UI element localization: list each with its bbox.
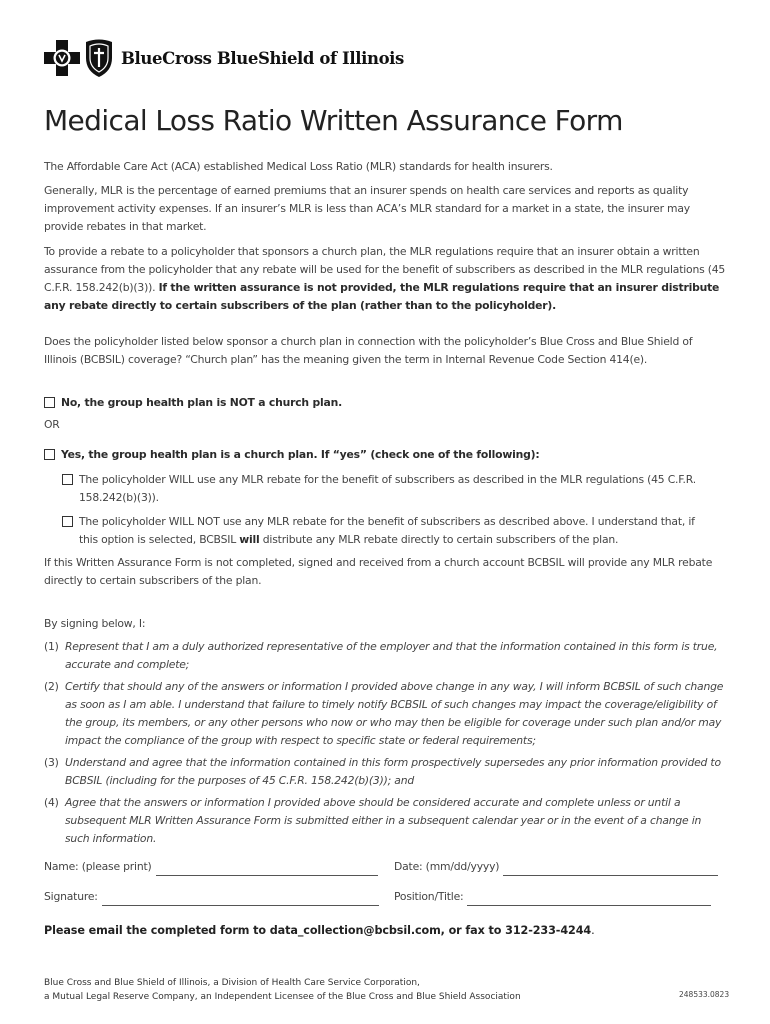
footer-line-1: Blue Cross and Blue Shield of Illinois, a Division of Health Care Service Corporation,	[44, 978, 420, 988]
or-label: OR	[44, 418, 60, 431]
brand-name: BlueCross BlueShield of Illinois	[121, 48, 404, 68]
date-field[interactable]	[394, 858, 728, 876]
email-instruction-text: Please email the completed form to data_collection@bcbsil.com, or fax to 312-233-4244	[44, 924, 592, 937]
option-will-not-label-end: distribute any MLR rebate directly to certain subscribers of the plan.	[262, 533, 619, 546]
name-date-row	[44, 858, 728, 876]
option-will-not-bold: will	[239, 533, 260, 546]
form-code: 248533.0823	[679, 990, 730, 999]
checkbox-yes[interactable]	[44, 449, 55, 460]
name-field-line[interactable]	[156, 863, 378, 876]
shield-icon	[84, 38, 114, 78]
list-item: (1) Represent that I am a duly authorized representative of the employer and that the information contained in this form is true, accurate and complete;	[44, 640, 718, 671]
signing-list	[44, 638, 724, 852]
option-will-not	[62, 513, 712, 549]
option-will-label: The policyholder WILL use any MLR rebate for the benefit of subscribers as described in the MLR regulations (45 C.F.R. 158.242(b)(3)).	[79, 473, 696, 504]
checkbox-will[interactable]	[62, 474, 73, 485]
position-field-line[interactable]	[467, 893, 711, 906]
list-item: (2) Certify that should any of the answers or information I provided above change in any way, I will inform BCBSIL of such change as soon as I am able. I understand that failure to timely notify BCBSIL of such changes may impact the coverage/eligibility of the group, its members, or any other persons who now or who may then be eligible for coverage under such plan and/or may impact the compliance of the group with respect to specific state or federal requirements;	[44, 680, 724, 747]
email-instruction	[44, 924, 595, 937]
page-title: Medical Loss Ratio Written Assurance Form	[44, 104, 623, 137]
name-field[interactable]	[44, 858, 394, 876]
date-field-label: Date: (mm/dd/yyyy)	[394, 860, 500, 873]
signature-field-line[interactable]	[102, 893, 379, 906]
signature-field-label: Signature:	[44, 890, 98, 903]
not-completed-note: If this Written Assurance Form is not completed, signed and received from a church account BCBSIL will provide any MLR rebate directly to certain subscribers of the plan.	[44, 556, 713, 587]
signature-position-row	[44, 888, 728, 906]
option-yes-label: Yes, the group health plan is a church plan. If “yes” (check one of the following):	[61, 448, 540, 461]
option-no	[44, 394, 342, 412]
footer	[44, 976, 521, 1004]
intro-p3-plain: To provide a rebate to a policyholder that sponsors a church plan, the MLR regulations require that an insurer obtain a written assurance from the policyholder that any rebate will be used for the benefit of subscribers as described in the MLR regulations (45 C.F.R. 158.242(b)(3)).	[44, 245, 726, 294]
email-instruction-period: .	[591, 924, 595, 937]
intro-p3	[44, 243, 728, 315]
checkbox-no[interactable]	[44, 397, 55, 408]
list-item: (3) Understand and agree that the information contained in this form prospectively supersedes any prior information provided to BCBSIL (including for the purposes of 45 C.F.R. 158.242(b)(3)); and	[44, 756, 721, 787]
date-field-line[interactable]	[503, 863, 718, 876]
intro-p3-bold: If the written assurance is not provided, the MLR regulations require that an insurer distribute any rebate directly to certain subscribers of the plan (rather than to the policyholder).	[44, 281, 720, 312]
position-field-label: Position/Title:	[394, 890, 464, 903]
checkbox-will-not[interactable]	[62, 516, 73, 527]
brand-logo	[44, 36, 404, 80]
signing-intro: By signing below, I:	[44, 617, 146, 630]
option-will-not-label: The policyholder WILL NOT use any MLR rebate for the benefit of subscribers as described above. I understand that, if this option is selected, BCBSIL	[79, 515, 695, 546]
option-will	[62, 471, 712, 507]
name-field-label: Name: (please print)	[44, 860, 152, 873]
intro-p1: The Affordable Care Act (ACA) established Medical Loss Ratio (MLR) standards for health insurers.	[44, 160, 553, 173]
position-field[interactable]	[394, 888, 728, 906]
church-plan-question: Does the policyholder listed below sponsor a church plan in connection with the policyholder’s Blue Cross and Blue Shield of Illinois (BCBSIL) coverage? “Church plan” has the meaning given the term in Internal Revenue Code Section 414(e).	[44, 335, 693, 366]
option-yes	[44, 446, 539, 464]
list-item: (4) Agree that the answers or information I provided above should be considered accurate and complete unless or until a subsequent MLR Written Assurance Form is submitted either in a subsequent calendar year or in the event of a change in such information.	[44, 796, 702, 845]
intro-p2: Generally, MLR is the percentage of earned premiums that an insurer spends on health care services and reports as quality improvement activity expenses. If an insurer’s MLR is less than ACA’s MLR standard for a market in a state, the insurer may provide rebates in that market.	[44, 184, 690, 233]
footer-line-2: a Mutual Legal Reserve Company, an Independent Licensee of the Blue Cross and Blue Shield Association	[44, 992, 521, 1002]
option-no-label: No, the group health plan is NOT a church plan.	[61, 396, 342, 409]
signature-field[interactable]	[44, 888, 394, 906]
cross-icon	[44, 40, 80, 76]
